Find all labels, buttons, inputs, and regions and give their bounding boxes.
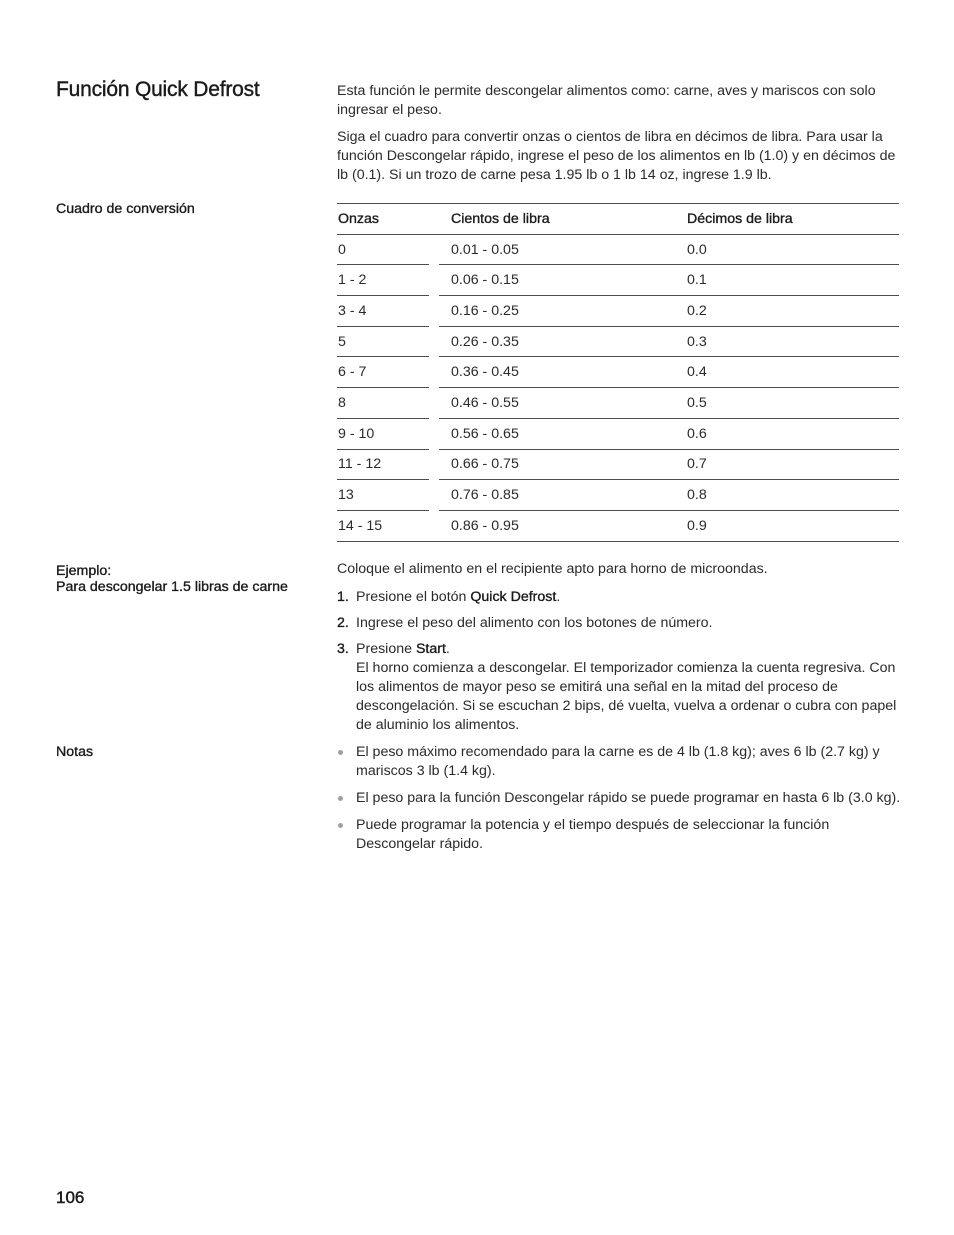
step-item: 1. Presione el botón Quick Defrost. [337, 589, 561, 605]
table-row [337, 480, 899, 511]
intro-text [337, 82, 902, 193]
notes-list [337, 743, 902, 862]
cell-decimos: 0.3 [685, 326, 899, 357]
cell-decimos: 0.9 [685, 510, 899, 541]
header-cientos: Cientos de libra [439, 204, 685, 235]
conversion-chart-label: Cuadro de conversión [56, 201, 195, 217]
button-name: Quick Defrost [470, 589, 557, 605]
cell-cientos: 0.06 - 0.15 [439, 265, 685, 296]
cell-decimos: 0.0 [685, 234, 899, 265]
cell-onzas: 14 - 15 [337, 510, 429, 541]
table-row [337, 510, 899, 541]
cell-onzas: 3 - 4 [337, 296, 429, 327]
example-lead: Coloque el alimento en el recipiente apto para horno de microondas. [337, 561, 768, 577]
cell-cientos: 0.46 - 0.55 [439, 388, 685, 419]
note-item: El peso máximo recomendado para la carne es de 4 lb (1.8 kg); aves 6 lb (2.7 kg) y mariscos 3 lb (1.4 kg). [337, 743, 902, 781]
table-row [337, 357, 899, 388]
cell-cientos: 0.01 - 0.05 [439, 234, 685, 265]
intro-paragraph: Esta función le permite descongelar alimentos como: carne, aves y mariscos con solo ingresar el peso. [337, 83, 876, 118]
step-number: 1. [337, 589, 349, 605]
notes-label: Notas [56, 744, 94, 760]
example-label [56, 563, 288, 595]
table-header-row [337, 204, 899, 235]
bullet-icon [338, 796, 343, 801]
header-decimos: Décimos de libra [685, 204, 899, 235]
note-item: Puede programar la potencia y el tiempo después de seleccionar la función Descongelar rápido. [337, 816, 902, 854]
cell-onzas: 8 [337, 388, 429, 419]
page-number: 106 [56, 1188, 85, 1207]
cell-cientos: 0.86 - 0.95 [439, 510, 685, 541]
cell-decimos: 0.7 [685, 449, 899, 480]
cell-cientos: 0.56 - 0.65 [439, 418, 685, 449]
example-instructions [337, 560, 902, 742]
table-row [337, 449, 899, 480]
table-row [337, 388, 899, 419]
cell-onzas: 11 - 12 [337, 449, 429, 480]
step-item: 3. Presione Start. El horno comienza a descongelar. El temporizador comienza la cuenta regresiva. Con los alimentos de mayor peso se emitirá una señal en la mitad del proceso de descongelación. Si se escuchan 2 bips, dé vuelta, vuelva a ordenar o cubra con papel de aluminio los alimentos. [337, 640, 902, 735]
cell-onzas: 1 - 2 [337, 265, 429, 296]
cell-cientos: 0.36 - 0.45 [439, 357, 685, 388]
example-label-title: Ejemplo: [56, 563, 112, 579]
cell-decimos: 0.1 [685, 265, 899, 296]
cell-decimos: 0.6 [685, 418, 899, 449]
table-row [337, 418, 899, 449]
table-row [337, 296, 899, 327]
cell-decimos: 0.4 [685, 357, 899, 388]
step-detail: El horno comienza a descongelar. El temporizador comienza la cuenta regresiva. Con los alimentos de mayor peso se emitirá una señal en la mitad del proceso de descongelación. Si se escuchan 2 bips, dé vuelta, vuelva a ordenar o cubra con papel de aluminio los alimentos. [356, 660, 897, 733]
cell-onzas: 9 - 10 [337, 418, 429, 449]
cell-cientos: 0.76 - 0.85 [439, 480, 685, 511]
cell-onzas: 0 [337, 234, 429, 265]
cell-cientos: 0.66 - 0.75 [439, 449, 685, 480]
note-item: El peso para la función Descongelar rápido se puede programar en hasta 6 lb (3.0 kg). [337, 789, 902, 808]
intro-paragraph: Siga el cuadro para convertir onzas o cientos de libra en décimos de libra. Para usar la función Descongelar rápido, ingrese el peso de los alimentos en lb (1.0) y en décimos de lb (0.1). Si un trozo de carne pesa 1.95 lb o 1 lb 14 oz, ingrese 1.9 lb. [337, 129, 896, 183]
example-label-subtitle: Para descongelar 1.5 libras de carne [56, 579, 288, 595]
header-onzas: Onzas [337, 204, 429, 235]
cell-decimos: 0.2 [685, 296, 899, 327]
bullet-icon [338, 823, 343, 828]
step-number: 3. [337, 641, 349, 657]
cell-onzas: 13 [337, 480, 429, 511]
table-row [337, 326, 899, 357]
cell-onzas: 6 - 7 [337, 357, 429, 388]
step-number: 2. [337, 615, 349, 631]
cell-decimos: 0.8 [685, 480, 899, 511]
conversion-table [337, 203, 899, 542]
cell-decimos: 0.5 [685, 388, 899, 419]
steps-list [337, 588, 902, 735]
table-row [337, 265, 899, 296]
table-row [337, 234, 899, 265]
button-name: Start [415, 641, 446, 657]
cell-cientos: 0.26 - 0.35 [439, 326, 685, 357]
bullet-icon [338, 750, 343, 755]
step-item: 2. Ingrese el peso del alimento con los botones de número. [337, 615, 713, 631]
cell-onzas: 5 [337, 326, 429, 357]
section-title: Función Quick Defrost [56, 78, 260, 101]
cell-cientos: 0.16 - 0.25 [439, 296, 685, 327]
